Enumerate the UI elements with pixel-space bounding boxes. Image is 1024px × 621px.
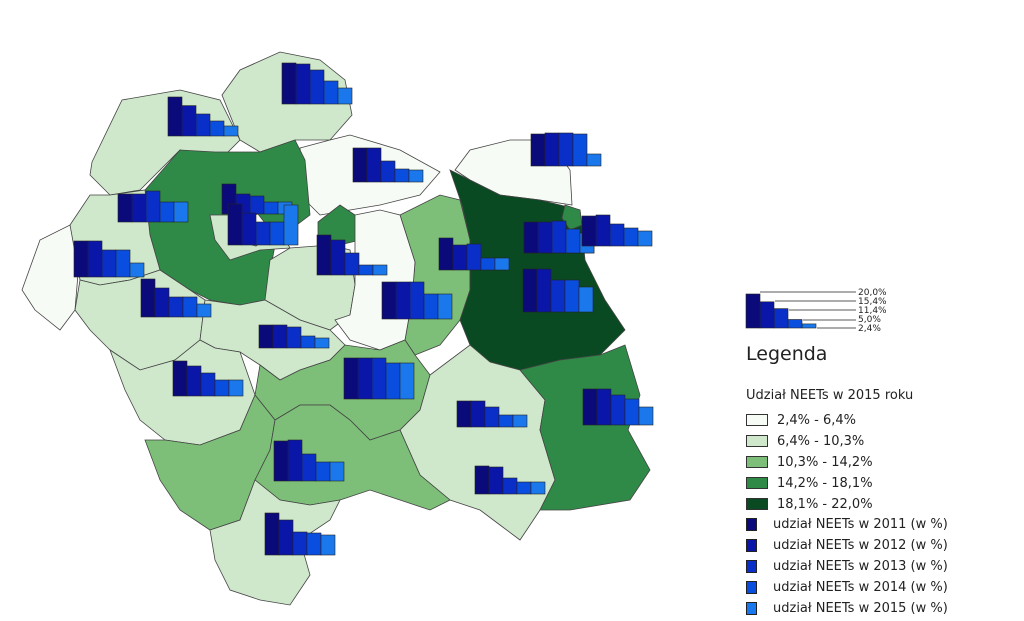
neet-bar	[224, 126, 238, 136]
neet-bar	[264, 202, 278, 214]
legend-scale-bar	[788, 320, 802, 329]
neet-bar	[624, 228, 638, 246]
neet-bar	[513, 415, 527, 427]
legend-scale-bar	[760, 302, 774, 328]
neet-bar	[523, 269, 537, 312]
legend-series-row	[746, 537, 948, 553]
neet-bar	[265, 513, 279, 555]
legend-class-row	[746, 496, 873, 512]
neet-bar	[471, 401, 485, 427]
neet-bar	[438, 294, 452, 319]
legend-class-label: 18,1% - 22,0%	[777, 496, 873, 512]
neet-bar	[495, 258, 509, 270]
scale-tick-label: 11,4%	[858, 306, 887, 316]
legend-series-swatch	[746, 518, 757, 531]
neet-bar	[317, 235, 331, 275]
neet-bar	[307, 533, 321, 555]
neet-bar	[639, 407, 653, 425]
neet-bar	[168, 97, 182, 136]
neet-bar	[88, 241, 102, 277]
neet-bar	[169, 297, 183, 317]
neet-bar	[242, 213, 256, 245]
neet-bar	[187, 366, 201, 396]
neet-bar	[467, 244, 481, 270]
neet-bar	[330, 462, 344, 481]
neet-bar	[566, 229, 580, 253]
neet-bar	[116, 250, 130, 277]
neet-bar	[182, 106, 196, 136]
neet-bar	[400, 363, 414, 399]
neet-bar	[410, 282, 424, 319]
legend-class-label: 10,3% - 14,2%	[777, 454, 873, 470]
neet-bar	[174, 202, 188, 222]
neet-bar	[160, 202, 174, 222]
neet-bar	[284, 205, 298, 245]
legend-class-swatch	[746, 456, 768, 468]
neet-bar	[183, 297, 197, 317]
neet-bar	[503, 478, 517, 494]
legend-scale-bar	[802, 324, 816, 328]
neet-bar	[279, 520, 293, 555]
legend-class-swatch	[746, 414, 768, 426]
legend-scale-bars	[746, 288, 887, 334]
neet-bar	[310, 70, 324, 104]
neet-bar	[382, 282, 396, 319]
neet-bar	[582, 216, 596, 246]
neet-bar	[372, 358, 386, 399]
legend-scale-bar	[774, 309, 788, 328]
legend-series-row	[746, 600, 948, 616]
neet-bar	[485, 407, 499, 427]
legend-class-label: 2,4% - 6,4%	[777, 412, 857, 428]
neet-bar	[118, 194, 132, 222]
neet-bar	[587, 154, 601, 166]
neet-bar	[324, 81, 338, 104]
neet-bar	[344, 358, 358, 399]
neet-bar	[102, 250, 116, 277]
neet-bar	[173, 361, 187, 396]
neet-bar	[531, 134, 545, 166]
neet-bar	[74, 241, 88, 277]
neet-bar	[386, 363, 400, 399]
legend-series-swatch	[746, 560, 757, 573]
legend-class-swatch	[746, 435, 768, 447]
neet-bar	[424, 294, 438, 319]
neet-bar	[611, 395, 625, 425]
legend-series-swatch	[746, 581, 757, 594]
neet-bar	[381, 161, 395, 182]
neet-bar	[551, 280, 565, 312]
neet-bar	[395, 169, 409, 182]
neet-bar	[273, 325, 287, 348]
neet-bar	[338, 88, 352, 104]
neet-bar	[331, 240, 345, 275]
legend-series-label: udział NEETs w 2012 (w %)	[773, 537, 948, 553]
neet-bar	[573, 134, 587, 166]
neet-bar	[197, 304, 211, 317]
neet-bar	[196, 114, 210, 136]
legend-class-label: 6,4% - 10,3%	[777, 433, 865, 449]
neet-bar	[215, 380, 229, 396]
neet-bar	[287, 327, 301, 348]
legend-class-label: 14,2% - 18,1%	[777, 475, 873, 491]
neet-bar	[499, 415, 513, 427]
neet-bar	[256, 222, 270, 245]
legend-series-label: udział NEETs w 2013 (w %)	[773, 558, 948, 574]
neet-bar	[559, 133, 573, 166]
neet-bar	[345, 253, 359, 275]
legend-class-row	[746, 412, 856, 428]
neet-bar	[538, 222, 552, 253]
legend-title: Legenda	[746, 343, 828, 365]
neet-bar	[552, 221, 566, 253]
neet-bar	[583, 389, 597, 425]
neet-bar	[396, 282, 410, 319]
neet-bar	[228, 204, 242, 245]
neet-bar	[373, 265, 387, 275]
neet-bar	[274, 441, 288, 481]
scale-tick-label: 20,0%	[858, 288, 887, 298]
neet-bar	[457, 401, 471, 427]
neet-bar	[475, 466, 489, 494]
neet-bar	[409, 170, 423, 182]
scale-tick-label: 15,4%	[858, 297, 887, 307]
neet-bar	[301, 336, 315, 348]
county-region	[22, 225, 80, 330]
neet-bar	[481, 258, 495, 270]
neet-bar	[282, 63, 296, 104]
neet-bar	[141, 279, 155, 317]
legend-class-swatch	[746, 477, 768, 489]
neet-bar	[353, 148, 367, 182]
neet-bar	[155, 288, 169, 317]
neet-bar	[439, 238, 453, 270]
legend-series-row	[746, 516, 948, 532]
legend-series-swatch	[746, 602, 757, 615]
neet-bar	[259, 325, 273, 348]
neet-bar	[302, 454, 316, 481]
legend-series-swatch	[746, 539, 757, 552]
neet-bar	[565, 280, 579, 312]
legend-class-row	[746, 475, 873, 491]
legend-series-label: udział NEETs w 2015 (w %)	[773, 600, 948, 616]
neet-bar	[610, 224, 624, 246]
neet-bar	[545, 133, 559, 166]
legend-series-row	[746, 579, 948, 595]
neet-bar	[229, 380, 243, 396]
scale-tick-label: 2,4%	[858, 324, 881, 334]
neet-bar	[316, 462, 330, 481]
neet-bar	[201, 373, 215, 396]
legend-series-row	[746, 558, 948, 574]
neet-bar	[315, 338, 329, 348]
legend-subtitle: Udział NEETs w 2015 roku	[746, 388, 914, 403]
legend-class-row	[746, 433, 864, 449]
neet-bar	[517, 482, 531, 494]
neet-bar	[293, 532, 307, 555]
legend-class-row	[746, 454, 873, 470]
legend-series-label: udział NEETs w 2014 (w %)	[773, 579, 948, 595]
neet-bar	[250, 196, 264, 214]
neet-bar	[537, 269, 551, 312]
neet-bar	[321, 535, 335, 555]
neet-bar	[358, 358, 372, 399]
legend-series-label: udział NEETs w 2011 (w %)	[773, 516, 948, 532]
neet-bar	[489, 467, 503, 494]
neet-bar	[596, 215, 610, 246]
legend-scale-bar	[746, 294, 760, 328]
neet-bar	[638, 231, 652, 246]
neet-bar	[531, 482, 545, 494]
neet-bar	[296, 64, 310, 104]
neet-bar	[367, 148, 381, 182]
neet-bar	[359, 265, 373, 275]
legend-class-swatch	[746, 498, 768, 510]
neet-bar	[453, 245, 467, 270]
neet-bar	[288, 440, 302, 481]
neet-bar	[146, 191, 160, 222]
neet-bar	[130, 263, 144, 277]
neet-bar	[625, 399, 639, 425]
scale-tick-label: 5,0%	[858, 315, 881, 325]
neet-bar	[579, 287, 593, 312]
neet-bar	[210, 121, 224, 136]
neet-bar	[524, 222, 538, 253]
neet-bar	[270, 222, 284, 245]
neet-bar	[132, 194, 146, 222]
neet-bar	[597, 389, 611, 425]
